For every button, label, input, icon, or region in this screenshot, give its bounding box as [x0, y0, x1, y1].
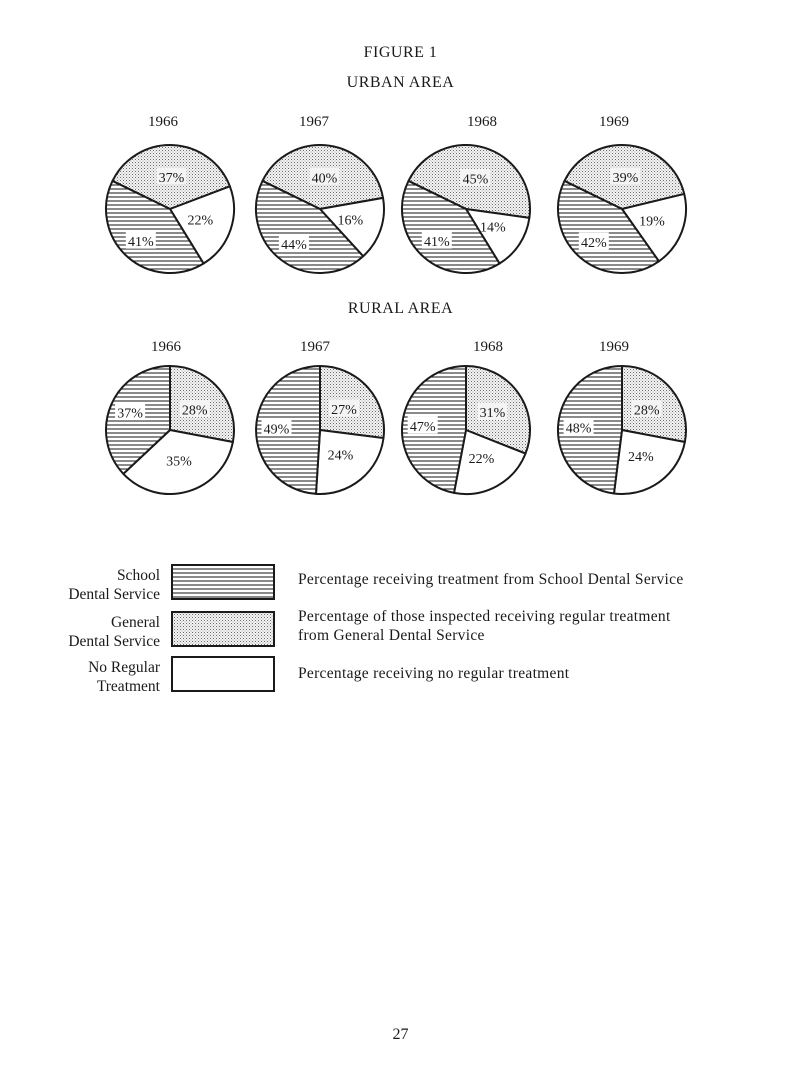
- urban-area-title: URBAN AREA: [346, 74, 455, 91]
- pie-year-label: 1967: [299, 114, 329, 130]
- legend-swatch-none: [171, 656, 275, 692]
- pie-slice-label: 35%: [166, 454, 192, 470]
- pie-slice-label: 24%: [327, 448, 354, 464]
- pie-slice-label: 37%: [158, 171, 185, 186]
- pie-slice-label: 47%: [409, 419, 436, 435]
- pie-slice-label: 39%: [612, 171, 639, 187]
- legend-label-general: General Dental Service: [68, 614, 160, 650]
- pie-slice-label: 42%: [580, 236, 607, 252]
- pie-slice-label: 45%: [462, 172, 489, 188]
- pie-slice-label: 22%: [468, 452, 495, 467]
- pie-slice-label: 22%: [187, 213, 214, 229]
- pie-slice-label: 28%: [633, 403, 660, 419]
- pie-year-label: 1969: [599, 114, 629, 130]
- pie-slice-label: 27%: [331, 402, 357, 418]
- pie-slice-label: 49%: [263, 422, 290, 438]
- pie-year-label: 1968: [473, 339, 503, 355]
- pie-year-label: 1967: [300, 339, 330, 355]
- legend-swatch-rect: [172, 565, 274, 599]
- pie-urban-1967: [256, 114, 384, 273]
- legend-description-general: Percentage of those inspected receiving regular treatment from General Dental Service: [298, 608, 671, 644]
- pie-slice-label: 41%: [423, 235, 450, 251]
- pie-slice-label: 19%: [639, 214, 665, 230]
- pie-urban-1969: [558, 114, 686, 273]
- pie-slice-label: 14%: [479, 220, 506, 236]
- pie-slice-label: 31%: [479, 406, 506, 421]
- pie-slice-label: 28%: [181, 403, 208, 419]
- legend-swatch-school: [171, 564, 275, 600]
- pie-year-label: 1966: [151, 339, 181, 355]
- pie-slice-label: 40%: [311, 171, 338, 187]
- pie-year-label: 1968: [467, 114, 497, 130]
- rural-area-title: RURAL AREA: [347, 300, 454, 317]
- legend-description-none: Percentage receiving no regular treatment: [298, 665, 570, 682]
- legend-description-school: Percentage receiving treatment from School Dental Service: [298, 571, 684, 588]
- legend-swatch-general: [171, 611, 275, 647]
- legend-swatch-rect: [172, 612, 274, 646]
- pie-slice-label: 37%: [117, 406, 143, 422]
- page-number: 27: [392, 1026, 409, 1043]
- pie-rural-1966: [106, 339, 234, 494]
- legend-swatch-rect: [172, 657, 274, 691]
- pie-slice-label: 44%: [281, 237, 307, 253]
- figure-title: FIGURE 1: [363, 44, 438, 61]
- pie-year-label: 1966: [148, 114, 178, 130]
- pie-rural-1969: [558, 339, 686, 494]
- pie-slice-label: 24%: [627, 449, 654, 465]
- pie-slice-label: 16%: [337, 213, 364, 229]
- pie-rural-1967: [256, 339, 384, 494]
- pie-slice-label: 41%: [127, 235, 154, 251]
- legend-label-school: School Dental Service: [68, 567, 160, 603]
- pie-rural-1968: [402, 339, 530, 494]
- pie-year-label: 1969: [599, 339, 629, 355]
- pie-urban-1968: [402, 114, 530, 273]
- legend-label-none: No Regular Treatment: [88, 659, 160, 695]
- pie-urban-1966: [106, 114, 234, 273]
- pie-slice-label: 48%: [565, 421, 592, 437]
